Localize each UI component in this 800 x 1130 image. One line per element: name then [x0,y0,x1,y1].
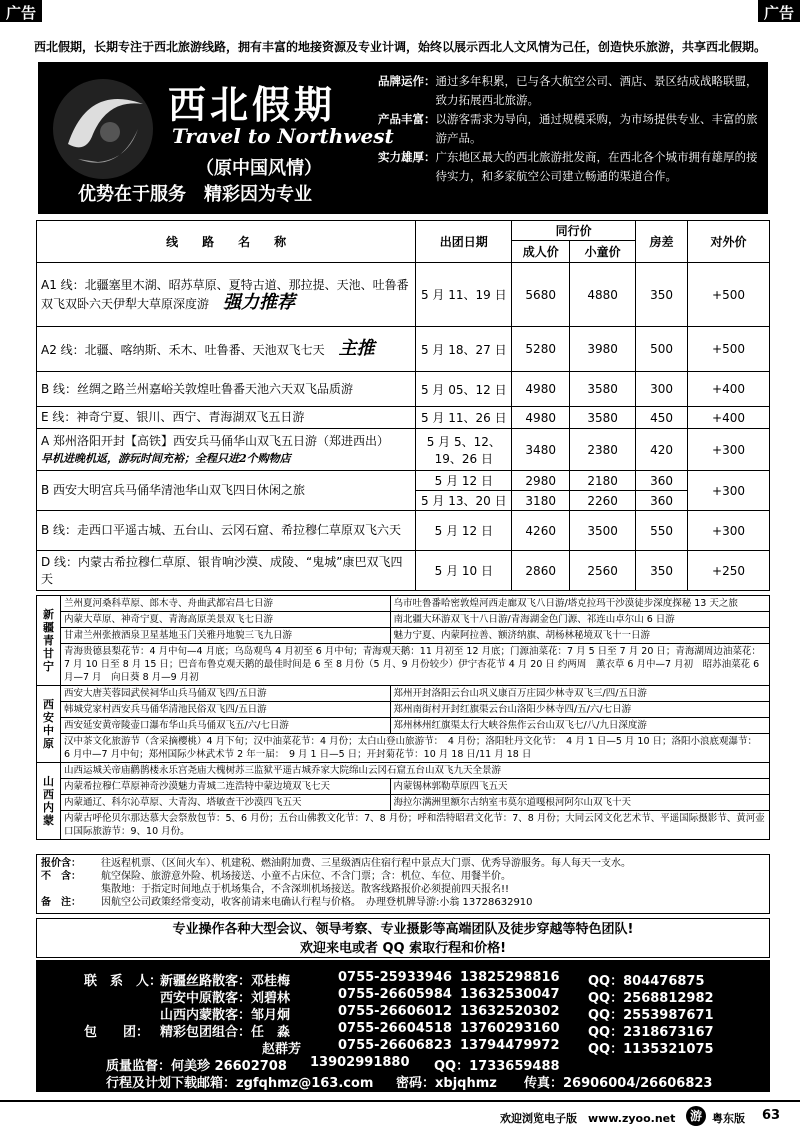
note-value: 航空保险、旅游意外险、机场接送、小童不占床位、不含门票；含：机位、车位、用餐半价。 [101,871,511,882]
contact-panel [36,960,770,1092]
travel-badge-icon: 游 [686,1106,706,1126]
ad-label-right: 广告 [758,0,800,22]
adult-price: 4980 [512,372,570,407]
external-price: +300 [688,511,770,551]
promo-line: 专业操作各种大型会议、领导考察、专业摄影等高端团队及徒步穿越等特色团队! [172,922,634,937]
route-date: 5 月 13、20 日 [416,491,512,511]
page-number: 63 [762,1108,781,1123]
external-price: +400 [688,407,770,429]
list-item: 兰州夏河桑科草原、郎木寺、舟曲武都宕昌七日游 [60,596,390,612]
route-date: 5 月 10 日 [416,551,512,591]
feature-value: 以游客需求为导向，通过规模采购，为市场提供专业、丰富的旅游产品。 [435,112,758,145]
table-row [37,407,770,429]
route-name [37,327,416,372]
contact-mobile: 13760293160 [460,1021,560,1036]
route-date: 5 月 5、12、19、26 日 [416,429,512,471]
external-price: +500 [688,327,770,372]
child-price: 3580 [570,372,636,407]
note-row [41,896,765,909]
route-name: B 西安大明宫兵马俑华清池华山双飞四日休闲之旅 [37,471,416,511]
contact-mobile: 13794479972 [460,1038,560,1053]
header-child: 小童价 [570,241,636,263]
list-item: 魅力宁夏、内蒙阿拉善、额济纳旗、胡杨林秘境双飞十一日游 [390,628,769,644]
route-name [37,429,416,471]
adult-price: 4260 [512,511,570,551]
room-diff: 420 [636,429,688,471]
ad-label-left: 广告 [0,0,42,22]
brand-former-name: （原中国风情） [196,158,322,179]
feature-key: 品牌运作： [378,74,436,88]
adult-price: 3180 [512,491,570,511]
promo-line: 欢迎来电或者 QQ 索取行程和价格! [299,941,507,956]
feature-key: 产品丰富： [378,112,436,126]
room-diff: 450 [636,407,688,429]
list-item: 山西运城关帝庙鹳鹊楼永乐宫尧庙大槐树苏三监狱平遥古城乔家大院绵山云冈石窟五台山双飞九天全景游 [60,763,769,779]
list-item: 郑州开封洛阳云台山巩义康百万庄园少林寺双飞三/四/五日游 [390,686,769,702]
contact-name: 西安中原散客：刘碧林 [160,991,291,1006]
download-mailbox[interactable]: 行程及计划下载邮箱：zgfqhmz@163.com [106,1076,374,1091]
external-price: +400 [688,372,770,407]
child-price: 3980 [570,327,636,372]
header-peer-price: 同行价 [512,221,636,241]
external-price: +500 [688,263,770,327]
list-item: 内蒙锡林郭勒草原四飞五天 [390,779,769,795]
table-row [37,372,770,407]
festival-note: 汉中茶文化旅游节（含采摘樱桃）4 月下旬；汉中油菜花节：4 月份；太白山登山旅游节： 4 月份；洛阳牡丹文化节： 4 月 1 日—5 月 10 日；洛阳小浪底观瀑节： 6 月中—7 月中旬；郑州国际少林武术节 2 年一届： 9 月 1 日—5 日；开封菊花节：10 月 18 日/11 月 18 日 [60,734,769,763]
region-label: 新疆青甘宁 [37,596,61,686]
note-value: 集散地：于指定时间地点于机场集合，不含深圳机场接送。散客线路报价必须提前四天报名!! [101,884,510,895]
contact-phone: 0755-25933946 [338,970,452,985]
table-row [37,551,770,591]
contact-qq: QQ：1733659488 [434,1059,560,1074]
note-row [41,857,765,870]
route-handwritten-note: 早机进晚机返，游玩时间充裕；全程只进2个购物店 [41,451,291,465]
table-row [37,779,770,795]
contact-phone: 0755-26605984 [338,987,452,1002]
feature-value: 广东地区最大的西北旅游批发商，在西北各个城市拥有雄厚的接待实力，和多家航空公司建立畅通的渠道合作。 [435,150,758,183]
contact-phone: 0755-26606823 [338,1038,452,1053]
route-date: 5 月 12 日 [416,471,512,491]
footer-edition: 粤东版 [712,1112,745,1125]
feature-item [378,148,763,186]
price-notes [36,854,770,914]
list-item: 海拉尔满洲里额尔古纳室韦莫尔道嘎根河阿尔山双飞十天 [390,795,769,811]
list-item: 西安大唐芙蓉园武侯祠华山兵马俑双飞四/五日游 [60,686,390,702]
quality-supervisor: 质量监督：何美珍 26602708 [106,1059,287,1074]
brand-name-en: Travel to Northwest [172,124,394,148]
list-item: 韩城党家村西安兵马俑华清池民俗双飞四/五日游 [60,702,390,718]
list-item: 甘肃兰州张掖酒泉卫星基地玉门关雅丹地貌三飞九日游 [60,628,390,644]
table-row [37,718,770,734]
child-price: 3500 [570,511,636,551]
contact-qq: QQ：1135321075 [588,1042,714,1057]
contact-name: 新疆丝路散客：邓桂梅 [160,974,291,989]
contact-name: 赵群芳 [262,1042,302,1057]
room-diff: 500 [636,327,688,372]
contact-mobile: 13825298816 [460,970,560,985]
route-date: 5 月 12 日 [416,511,512,551]
contact-mobile: 13632520302 [460,1004,560,1019]
contact-mobile: 13632530047 [460,987,560,1002]
contact-row [36,1038,770,1056]
note-row [41,883,765,896]
header-date: 出团日期 [416,221,512,263]
contact-qq: QQ：2553987671 [588,1008,714,1023]
route-name: B 线：丝绸之路兰州嘉峪关敦煌吐鲁番天池六天双飞品质游 [37,372,416,407]
route-date: 5 月 11、26 日 [416,407,512,429]
note-value: 往返程机票、（区间火车）、机建税、燃油附加费、三星级酒店住宿行程中景点大门票、优秀导游服务。每人每天一支水。 [101,858,631,869]
route-name [37,263,416,327]
external-price: +300 [688,429,770,471]
note-key: 不 含： [41,871,81,882]
contact-row [36,987,770,1005]
region-label: 山西内蒙 [37,763,61,840]
child-price: 2560 [570,551,636,591]
room-diff: 360 [636,491,688,511]
external-price: +300 [688,471,770,511]
route-date: 5 月 18、27 日 [416,327,512,372]
contact-label: 包 团： [84,1025,150,1040]
room-diff: 350 [636,263,688,327]
room-diff: 360 [636,471,688,491]
header-adult: 成人价 [512,241,570,263]
intro-text: 西北假期，长期专注于西北旅游线路，拥有丰富的地接资源及专业计调，始终以展示西北人文风情为己任，创造快乐旅游，共享西北假期。 [33,40,766,54]
note-key: 报价含： [41,858,81,869]
region-routes-table [36,595,770,840]
route-price-table [36,220,770,591]
fax-number: 传真：26906004/26606823 [524,1076,713,1091]
route-name: D 线：内蒙古希拉穆仁草原、银肯响沙漠、成陵、“鬼城”康巴双飞四天 [37,551,416,591]
route-name: B 线：走西口平遥古城、五台山、云冈石窟、希拉穆仁草原双飞六天 [37,511,416,551]
table-row [37,628,770,644]
feature-key: 实力雄厚： [378,150,436,164]
child-price: 2380 [570,429,636,471]
contact-row [36,1021,770,1039]
room-diff: 550 [636,511,688,551]
table-row [37,811,770,840]
table-row [37,511,770,551]
header-external: 对外价 [688,221,770,263]
list-item: 内蒙通辽、科尔沁草原、大青沟、塔敏查干沙漠四飞五天 [60,795,390,811]
table-row [37,327,770,372]
feature-item [378,110,763,148]
room-diff: 300 [636,372,688,407]
table-row [37,263,770,327]
list-item: 内蒙希拉穆仁草原神奇沙漠魅力青城二连浩特中蒙边境双飞七天 [60,779,390,795]
list-item: 南北疆大环游双飞十八日游/青海湖金色门源、祁连山卓尔山 6 日游 [390,612,769,628]
room-diff: 350 [636,551,688,591]
adult-price: 5680 [512,263,570,327]
child-price: 3580 [570,407,636,429]
adult-price: 3480 [512,429,570,471]
note-row [41,870,765,883]
route-title: A2 线：北疆、喀纳斯、禾木、吐鲁番、天池双飞七天 [41,342,325,357]
footer-website[interactable]: 欢迎浏览电子版 www.zyoo.net [500,1112,676,1125]
brand-banner [38,62,768,214]
adult-price: 5280 [512,327,570,372]
page-footer [0,1100,800,1130]
contact-row [36,1072,770,1090]
contact-name: 精彩包团组合：任 淼 [160,1025,291,1040]
feature-list [378,72,763,186]
contact-mobile: 13902991880 [310,1055,410,1070]
contact-qq: QQ：2318673167 [588,1025,714,1040]
route-date: 5 月 11、19 日 [416,263,512,327]
feature-item [378,72,763,110]
contact-qq: QQ：804476875 [588,974,705,989]
table-row [37,644,770,686]
contact-name: 山西内蒙散客：邹月炯 [160,1008,291,1023]
table-row [37,612,770,628]
brand-name-cn: 西北假期 [168,82,337,127]
list-item: 西安延安黄帝陵壶口瀑布华山兵马俑双飞五/六/七日游 [60,718,390,734]
main-push-tag: 主推 [338,337,375,359]
table-row [37,471,770,491]
child-price: 2260 [570,491,636,511]
adult-price: 2860 [512,551,570,591]
note-key: 备 注： [41,897,81,908]
adult-price: 4980 [512,407,570,429]
table-row [37,763,770,779]
recommend-tag: 强力推荐 [223,291,296,313]
table-row [37,734,770,763]
route-title: A 郑州洛阳开封【高铁】西安兵马俑华山双飞五日游（郑进西出） [41,433,390,448]
contact-row [36,1004,770,1022]
festival-note: 青海贵德县梨花节：4 月中旬—4 月底；乌岛观鸟 4 月初至 6 月中旬；青海观天鹅：11 月初至 12 月底；门源油菜花：7 月 5 日至 7 月 20 日；青海湖周边油菜花：7 月 10 日至 8 月 15 日；巴音布鲁克观天鹅的最佳时间是 6 至 8 月份（5 月、9 月份较少）伊宁杏花节 4 月 20 日 约两周 薰衣草 6 月中—7 月初 昭苏油菜花 6 月—7 月 向日葵 8 月—9 月初 [60,644,769,686]
table-row [37,596,770,612]
contact-row [36,970,770,988]
table-row [37,429,770,471]
contact-phone: 0755-26604518 [338,1021,452,1036]
table-row [37,795,770,811]
note-key-blank [41,883,101,896]
contact-label: 联 系 人： [84,974,163,989]
route-title: A1 线：北疆塞里木湖、昭苏草原、夏特古道、那拉提、天池、吐鲁番双飞双卧六天伊犁大草原深度游 [41,277,409,311]
contact-phone: 0755-26606012 [338,1004,452,1019]
contact-qq: QQ：2568812982 [588,991,714,1006]
contact-row [36,1055,770,1073]
header-room: 房差 [636,221,688,263]
list-item: 郑州林州红旗渠太行大峡谷焦作云台山双飞七/八/九日深度游 [390,718,769,734]
route-name: E 线：神奇宁夏、银川、西宁、青海湖双飞五日游 [37,407,416,429]
region-label: 西安中原 [37,686,61,763]
festival-note: 内蒙古呼伦贝尔那达慕大会祭敖包节：5、6 月份；五台山佛教文化节：7、8 月份；呼和浩特昭君文化节：7、8 月份；大同云冈文化艺术节、平遥国际摄影节、黄河壶口国际旅游节：9、10 月份。 [60,811,769,840]
brand-slogan: 优势在于服务 精彩因为专业 [78,184,312,205]
promo-box [36,918,770,958]
route-date: 5 月 05、12 日 [416,372,512,407]
mailbox-password: 密码：xbjqhmz [396,1076,497,1091]
swirl-logo-icon [48,74,158,184]
header-route: 线 路 名 称 [37,221,416,263]
feature-value: 通过多年积累，已与各大航空公司、酒店、景区结成战略联盟，致力拓展西北旅游。 [435,74,758,107]
child-price: 2180 [570,471,636,491]
child-price: 4880 [570,263,636,327]
list-item: 内蒙大草原、神奇宁夏、青海高原美景双飞七日游 [60,612,390,628]
table-row [37,702,770,718]
external-price: +250 [688,551,770,591]
list-item: 乌市吐鲁番哈密敦煌河西走廊双飞八日游/塔克拉玛干沙漠徒步深度探秘 13 天之旅 [390,596,769,612]
table-row [37,686,770,702]
note-value: 因航空公司政策经常变动，收客前请来电确认行程与价格。 办理登机牌导游:小翁 13728632910 [101,897,533,908]
adult-price: 2980 [512,471,570,491]
list-item: 郑州南街村开封红旗渠云台山洛阳少林寺四/五/六/七日游 [390,702,769,718]
